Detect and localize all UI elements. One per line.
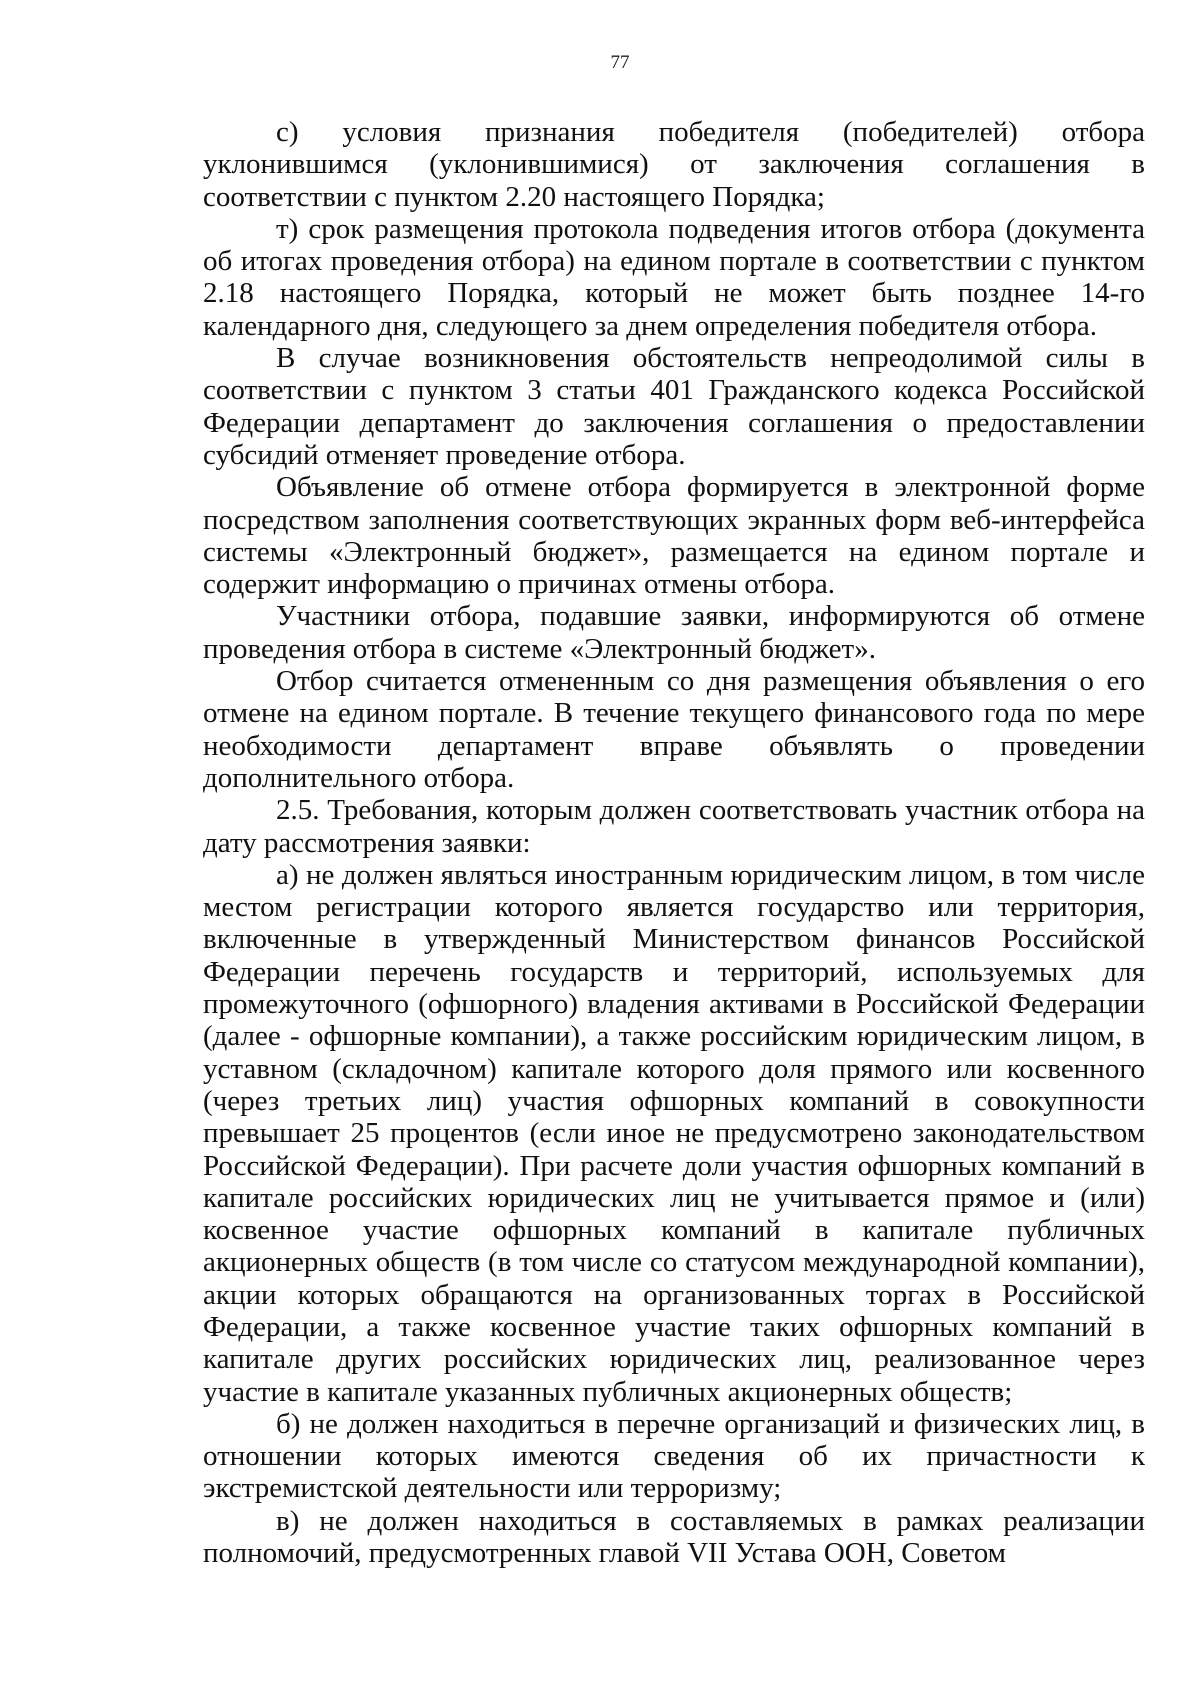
paragraph-cancellation-notice: Объявление об отмене отбора формируется в электронной форме посредством заполнения соответствующих экранных форм веб-интерфейса системы «Электронный бюджет», размещается на едином портале и содержит информацию о причинах отмены отбора. <box>203 471 1145 601</box>
document-body <box>203 116 1145 1569</box>
page-number: 77 <box>610 52 630 73</box>
paragraph-force-majeure: В случае возникновения обстоятельств непреодолимой силы в соответствии с пунктом 3 статьи 401 Гражданского кодекса Российской Федерации департамент до заключения соглашения о предоставлении субсидий отменяет проведение отбора. <box>203 342 1145 471</box>
paragraph-a: а) не должен являться иностранным юридическим лицом, в том числе местом регистрации которого является государство или территория, включенные в утвержденный Министерством финансов Российской Федерации перечень государств и территорий, используемых для промежуточного (офшорного) владения активами в Российской Федерации (далее - офшорные компании), а также российским юридическим лицом, в уставном (складочном) капитале которого доля прямого или косвенного (через третьих лиц) участия офшорных компаний в совокупности превышает 25 процентов (если иное не предусмотрено законодательством Российской Федерации). При расчете доли участия офшорных компаний в капитале российских юридических лиц не учитывается прямое и (или) косвенное участие офшорных компаний в капитале публичных акционерных обществ (в том числе со статусом международной компании), акции которых обращаются на организованных торгах в Российской Федерации, а также косвенное участие таких офшорных компаний в капитале других российских юридических лиц, реализованное через участие в капитале указанных публичных акционерных обществ; <box>203 858 1145 1408</box>
paragraph-b: б) не должен находиться в перечне организаций и физических лиц, в отношении которых имеются сведения об их причастности к экстремистской деятельности или терроризму; <box>203 1407 1145 1505</box>
paragraph-section-2-5: 2.5. Требования, которым должен соответствовать участник отбора на дату рассмотрения заявки: <box>203 794 1145 859</box>
paragraph-selection-cancelled: Отбор считается отмененным со дня размещения объявления о его отмене на едином портале. В течение текущего финансового года по мере необходимости департамент вправе объявлять о проведении дополнительного отбора. <box>203 665 1145 794</box>
paragraph-participants-informed: Участники отбора, подавшие заявки, информируются об отмене проведения отбора в системе «Электронный бюджет». <box>203 600 1145 665</box>
paragraph-v: в) не должен находиться в составляемых в рамках реализации полномочий, предусмотренных главой VII Устава ООН, Советом <box>203 1504 1145 1570</box>
paragraph-s: с) условия признания победителя (победителей) отбора уклонившимся (уклонившимися) от заключения соглашения в соответствии с пунктом 2.20 настоящего Порядка; <box>203 116 1145 213</box>
paragraph-t: т) срок размещения протокола подведения итогов отбора (документа об итогах проведения отбора) на едином портале в соответствии с пунктом 2.18 настоящего Порядка, который не может быть позднее 14-го календарного дня, следующего за днем определения победителя отбора. <box>203 212 1145 342</box>
